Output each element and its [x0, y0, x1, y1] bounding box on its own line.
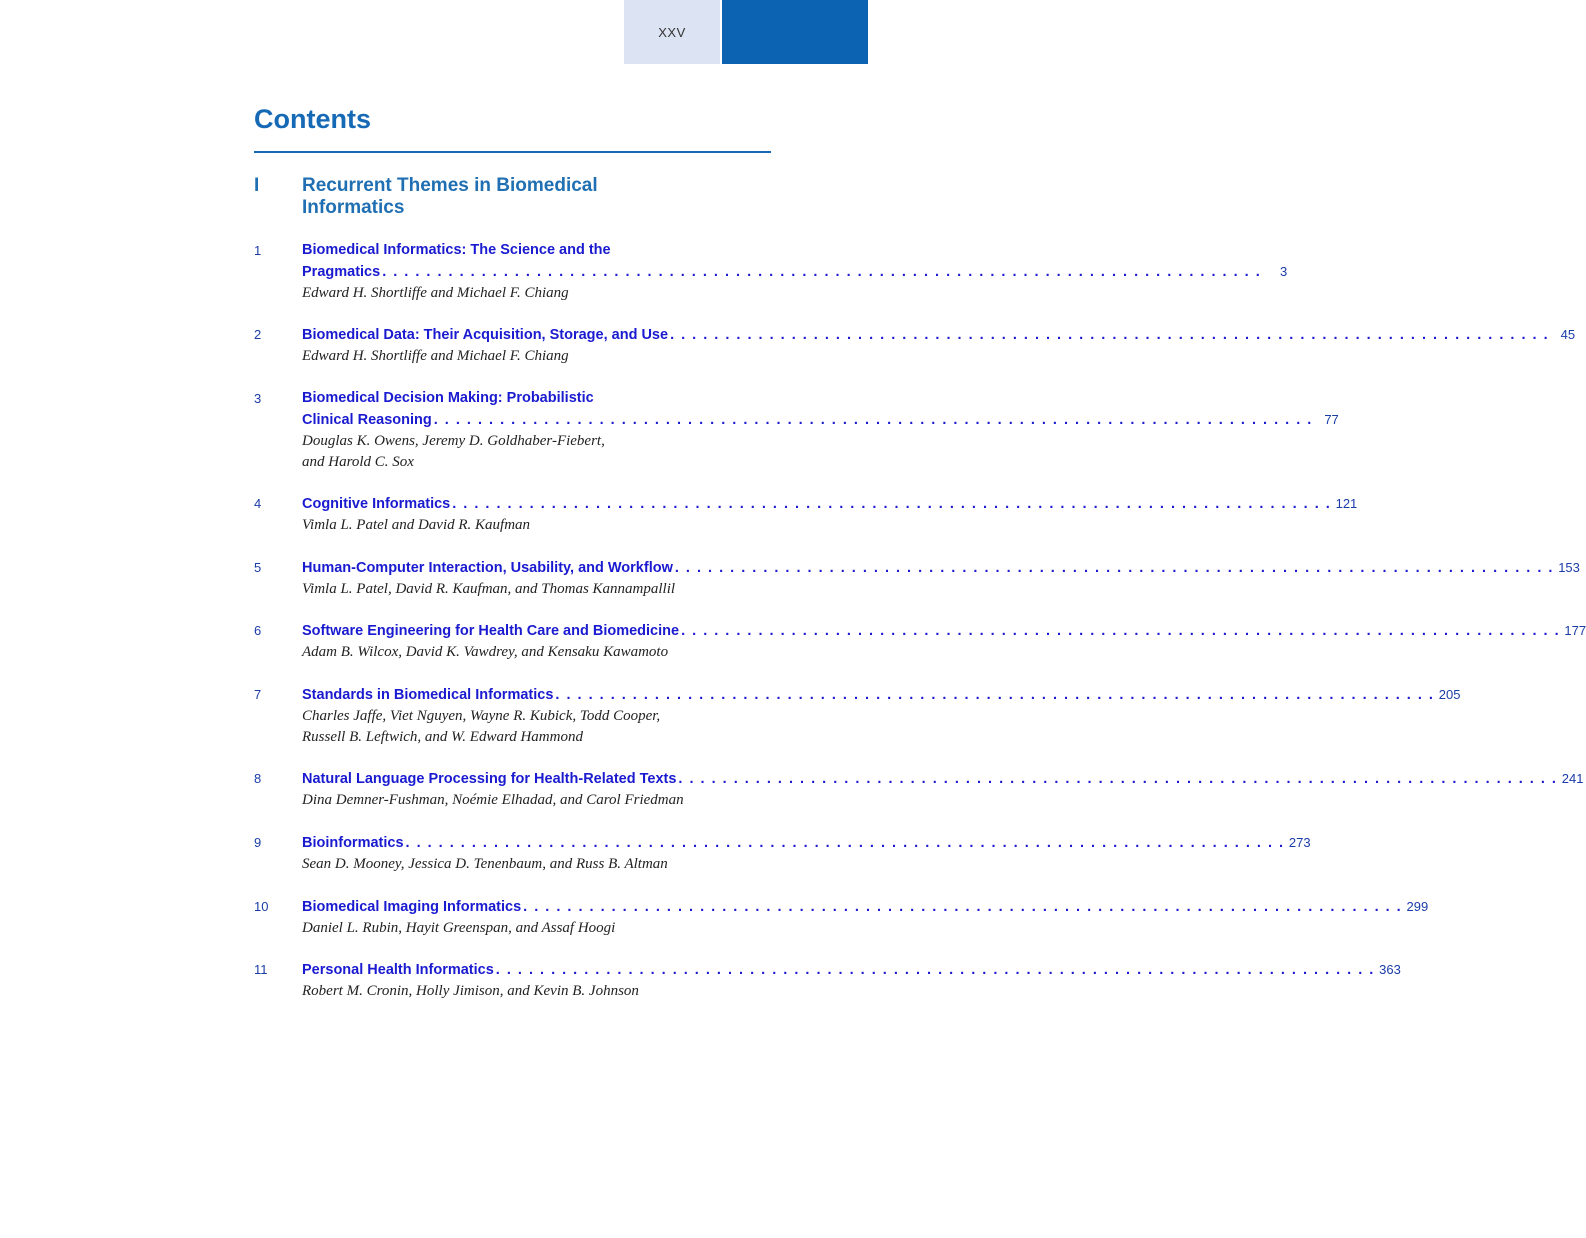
- chapter-title-link[interactable]: Pragmatics: [302, 264, 381, 280]
- dot-leader: . . . . . . . . . . . . . . . . . . . . . . . . . . . . . . . . . . . . . . . . . . . . . . . . . . . . . . . . . . . . . . . . . . . . . . . . . . . . . . . .: [523, 899, 1403, 915]
- chapter-number: 3: [254, 391, 262, 406]
- dot-leader: . . . . . . . . . . . . . . . . . . . . . . . . . . . . . . . . . . . . . . . . . . . . . . . . . . . . . . . . . . . . . . . . . . . . . . . . . . . . . . . .: [674, 560, 1554, 576]
- chapter-authors: Charles Jaffe, Viet Nguyen, Wayne R. Kubick, Todd Cooper,: [302, 708, 661, 724]
- part-number: I: [254, 175, 260, 196]
- part-title: Recurrent Themes in Biomedical Informatics: [302, 175, 598, 218]
- dot-leader: . . . . . . . . . . . . . . . . . . . . . . . . . . . . . . . . . . . . . . . . . . . . . . . . . . . . . . . . . . . . . . . . . . . . . . . . . . . . . . . .: [433, 412, 1313, 428]
- page-number-tab: [624, 0, 720, 64]
- dot-leader: . . . . . . . . . . . . . . . . . . . . . . . . . . . . . . . . . . . . . . . . . . . . . . . . . . . . . . . . . . . . . . . . . . . . . . . . . . . . . . . .: [678, 771, 1558, 787]
- chapter-authors: and Harold C. Sox: [302, 454, 414, 470]
- part-heading: [254, 175, 771, 219]
- corner-color-block: [722, 0, 868, 64]
- page-reference[interactable]: 77: [1324, 412, 1339, 427]
- dot-leader: . . . . . . . . . . . . . . . . . . . . . . . . . . . . . . . . . . . . . . . . . . . . . . . . . . . . . . . . . . . . . . . . . . . . . . . . . . . . . . . .: [495, 962, 1375, 978]
- page-reference[interactable]: 153: [1558, 560, 1580, 575]
- chapter-title-link[interactable]: Bioinformatics: [302, 835, 404, 851]
- chapter-title-link[interactable]: Standards in Biomedical Informatics: [302, 687, 554, 703]
- dot-leader: . . . . . . . . . . . . . . . . . . . . . . . . . . . . . . . . . . . . . . . . . . . . . . . . . . . . . . . . . . . . . . . . . . . . . . . . . . . . . . . .: [405, 835, 1285, 851]
- page-reference[interactable]: 45: [1560, 327, 1576, 342]
- title-divider: [254, 151, 771, 153]
- chapter-authors: Edward H. Shortliffe and Michael F. Chiang: [302, 285, 569, 301]
- chapter-title-link[interactable]: Clinical Reasoning: [302, 412, 432, 428]
- page-reference[interactable]: 205: [1438, 687, 1461, 702]
- chapter-title-link[interactable]: Software Engineering for Health Care and Biomedicine: [302, 623, 680, 639]
- chapter-number: 11: [254, 962, 268, 977]
- page-title: Contents: [254, 104, 371, 134]
- chapter-number: 9: [254, 835, 262, 850]
- chapter-title-link[interactable]: Cognitive Informatics: [302, 496, 451, 512]
- chapter-title-link[interactable]: Natural Language Processing for Health-Related Texts: [302, 771, 677, 787]
- chapter-title-line[interactable]: Biomedical Informatics: The Science and the: [302, 242, 611, 258]
- page-reference[interactable]: 299: [1406, 899, 1429, 914]
- chapter-authors: Dina Demner-Fushman, Noémie Elhadad, and Carol Friedman: [302, 792, 684, 808]
- chapter-number: 2: [254, 327, 262, 342]
- chapter-title-link[interactable]: Personal Health Informatics: [302, 962, 494, 978]
- chapter-authors: Vimla L. Patel, David R. Kaufman, and Thomas Kannampallil: [302, 581, 676, 597]
- chapter-authors: Vimla L. Patel and David R. Kaufman: [302, 517, 531, 533]
- dot-leader: . . . . . . . . . . . . . . . . . . . . . . . . . . . . . . . . . . . . . . . . . . . . . . . . . . . . . . . . . . . . . . . . . . . . . . . . . . . . . . . .: [555, 687, 1435, 703]
- chapter-authors: Daniel L. Rubin, Hayit Greenspan, and Assaf Hoogi: [302, 920, 616, 936]
- page-reference[interactable]: 241: [1561, 771, 1584, 786]
- page-reference[interactable]: 177: [1564, 623, 1586, 638]
- dot-leader: . . . . . . . . . . . . . . . . . . . . . . . . . . . . . . . . . . . . . . . . . . . . . . . . . . . . . . . . . . . . . . . . . . . . . . . . . . . . . . . .: [681, 623, 1561, 639]
- chapter-authors: Sean D. Mooney, Jessica D. Tenenbaum, and Russ B. Altman: [302, 856, 668, 872]
- page-reference[interactable]: 121: [1335, 496, 1358, 511]
- chapter-authors: Adam B. Wilcox, David K. Vawdrey, and Kensaku Kawamoto: [302, 644, 669, 660]
- dot-leader: . . . . . . . . . . . . . . . . . . . . . . . . . . . . . . . . . . . . . . . . . . . . . . . . . . . . . . . . . . . . . . . . . . . . . . . . . . . . . . . .: [670, 327, 1550, 343]
- chapter-title-line[interactable]: Biomedical Decision Making: Probabilistic: [302, 390, 594, 406]
- dot-leader: . . . . . . . . . . . . . . . . . . . . . . . . . . . . . . . . . . . . . . . . . . . . . . . . . . . . . . . . . . . . . . . . . . . . . . . . . . . . . . . .: [382, 264, 1262, 280]
- chapter-title-link[interactable]: Biomedical Imaging Informatics: [302, 899, 522, 915]
- chapter-number: 10: [254, 899, 269, 914]
- chapter-title-link[interactable]: Human-Computer Interaction, Usability, and Workflow: [302, 560, 673, 576]
- chapter-number: 4: [254, 496, 262, 511]
- chapter-number: 6: [254, 623, 262, 638]
- page-reference[interactable]: 363: [1379, 962, 1401, 977]
- dot-leader: . . . . . . . . . . . . . . . . . . . . . . . . . . . . . . . . . . . . . . . . . . . . . . . . . . . . . . . . . . . . . . . . . . . . . . . . . . . . . . . .: [452, 496, 1332, 512]
- chapter-title-link[interactable]: Biomedical Data: Their Acquisition, Storage, and Use: [302, 327, 669, 343]
- page-reference[interactable]: 273: [1288, 835, 1311, 850]
- chapter-authors: Edward H. Shortliffe and Michael F. Chiang: [302, 348, 569, 364]
- chapter-authors: Robert M. Cronin, Holly Jimison, and Kevin B. Johnson: [302, 983, 639, 999]
- chapter-number: 1: [254, 243, 262, 258]
- chapter-number: 8: [254, 771, 262, 786]
- chapter-authors: Douglas K. Owens, Jeremy D. Goldhaber-Fiebert,: [302, 433, 605, 449]
- chapter-number: 7: [254, 687, 262, 702]
- page-number: XXV: [658, 24, 686, 40]
- chapter-authors: Russell B. Leftwich, and W. Edward Hammond: [302, 729, 583, 745]
- page-reference[interactable]: 3: [1280, 264, 1288, 279]
- chapter-number: 5: [254, 560, 262, 575]
